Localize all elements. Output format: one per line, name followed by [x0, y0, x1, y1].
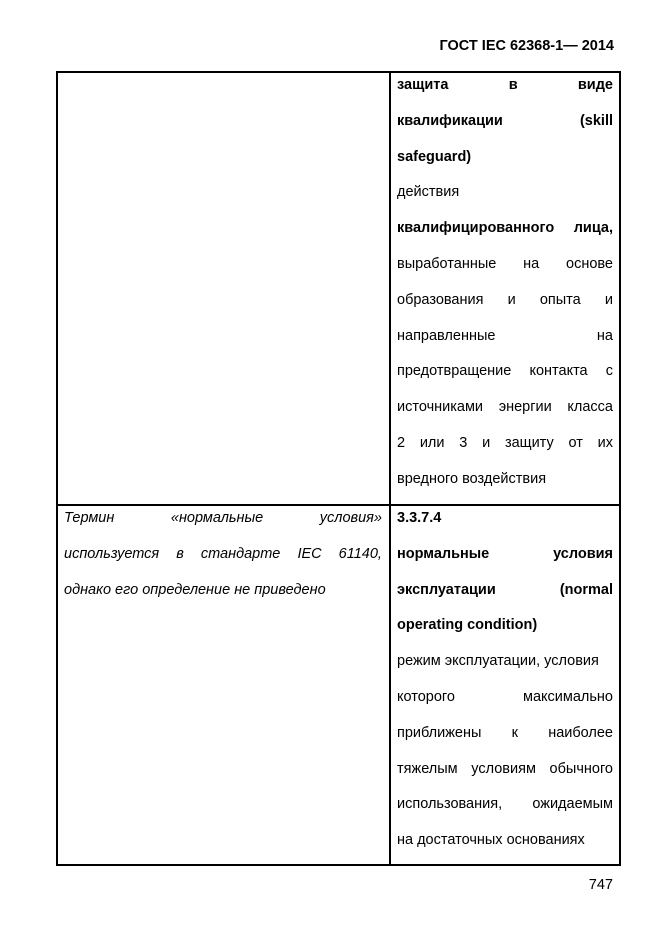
- text-word: тяжелым: [397, 760, 458, 777]
- text-line: [397, 252, 613, 288]
- text-line: [397, 828, 613, 864]
- text-line: [397, 359, 613, 395]
- text-line: [64, 506, 382, 542]
- text-line: [397, 721, 613, 757]
- text-word: условия»: [319, 510, 382, 526]
- text-word: Термин: [64, 510, 115, 526]
- definition-text: [391, 73, 619, 503]
- text-word: и: [604, 291, 613, 308]
- text-word: условия: [553, 545, 613, 562]
- definition-text: [391, 506, 619, 864]
- text-word: класса: [567, 399, 613, 416]
- definition-cell: [390, 505, 620, 865]
- text-word: нормальные: [397, 545, 490, 562]
- comment-cell: [57, 505, 390, 865]
- text-word: с: [605, 363, 613, 380]
- text-word: 3.3.7.4: [397, 510, 442, 526]
- text-word: виде: [577, 77, 613, 93]
- text-word: направленные: [397, 327, 496, 344]
- text-word: источниками: [397, 399, 484, 416]
- text-word: operating condition): [397, 617, 538, 634]
- text-word: 2: [397, 434, 406, 451]
- text-word: лица,: [573, 220, 613, 237]
- text-word: и: [507, 291, 516, 308]
- text-word: предотвращение: [397, 363, 512, 380]
- text-word: условиям: [471, 760, 536, 777]
- text-word: ожидаемым: [532, 796, 613, 813]
- text-word: в: [176, 545, 184, 562]
- text-line: [397, 685, 613, 721]
- text-word: 3: [459, 434, 468, 451]
- text-line: [397, 324, 613, 360]
- text-word: на достаточных основаниях: [397, 832, 585, 849]
- text-word: квалифицированного: [397, 220, 555, 237]
- text-word: защита: [397, 77, 449, 93]
- text-line: [397, 288, 613, 324]
- text-word: действия: [397, 184, 460, 201]
- page-number: 747: [588, 877, 613, 893]
- text-word: выработанные: [397, 255, 497, 272]
- text-line: [397, 431, 613, 467]
- text-line: [397, 180, 613, 216]
- text-word: на: [596, 327, 613, 344]
- text-word: и: [482, 434, 491, 451]
- text-word: 61140,: [338, 545, 382, 562]
- text-word: стандарте: [200, 545, 281, 562]
- text-word: образования: [397, 291, 484, 308]
- text-word: однако его определение не приведено: [64, 581, 326, 598]
- text-line: [397, 792, 613, 828]
- text-word: режим эксплуатации, условия: [397, 653, 599, 670]
- text-word: (skill: [579, 112, 613, 129]
- text-line: [397, 578, 613, 614]
- text-word: энергии: [498, 399, 552, 416]
- text-word: в: [508, 77, 518, 93]
- text-word: опыта: [539, 291, 581, 308]
- text-line: [397, 73, 613, 109]
- text-word: safeguard): [397, 148, 472, 165]
- text-line: [397, 613, 613, 649]
- text-word: вредного воздействия: [397, 470, 547, 487]
- table-row: [57, 72, 620, 505]
- definition-cell: [390, 72, 620, 505]
- text-word: «нормальные: [170, 510, 264, 526]
- text-word: основе: [566, 255, 613, 272]
- text-line: [397, 757, 613, 793]
- comment-text: [58, 506, 389, 613]
- text-line: [397, 395, 613, 431]
- document-header: ГОСТ IEC 62368-1— 2014: [439, 38, 614, 54]
- text-word: IEC: [297, 545, 322, 562]
- text-word: их: [597, 434, 613, 451]
- text-word: (normal: [559, 581, 613, 598]
- text-line: [64, 542, 382, 578]
- text-word: квалификации: [397, 112, 503, 129]
- table-row: [57, 505, 620, 865]
- text-line: [397, 649, 613, 685]
- text-line: [397, 216, 613, 252]
- text-word: используется: [64, 545, 160, 562]
- text-line: [397, 109, 613, 145]
- text-word: к: [511, 724, 518, 741]
- comment-cell-empty: [57, 72, 390, 505]
- text-word: максимально: [522, 688, 613, 705]
- text-word: или: [419, 434, 445, 451]
- text-word: наиболее: [548, 724, 613, 741]
- text-word: эксплуатации: [397, 581, 496, 598]
- text-word: на: [523, 255, 540, 272]
- text-word: обычного: [549, 760, 613, 777]
- text-line: [397, 467, 613, 503]
- text-word: защиту: [504, 434, 554, 451]
- text-line: [64, 578, 382, 614]
- text-word: контакта: [529, 363, 588, 380]
- text-line: [397, 542, 613, 578]
- text-line: [397, 506, 613, 542]
- text-line: [397, 145, 613, 181]
- text-word: которого: [397, 688, 455, 705]
- text-word: от: [568, 434, 583, 451]
- terms-table: [56, 71, 621, 866]
- text-word: приближены: [397, 724, 482, 741]
- text-word: использования,: [397, 796, 503, 813]
